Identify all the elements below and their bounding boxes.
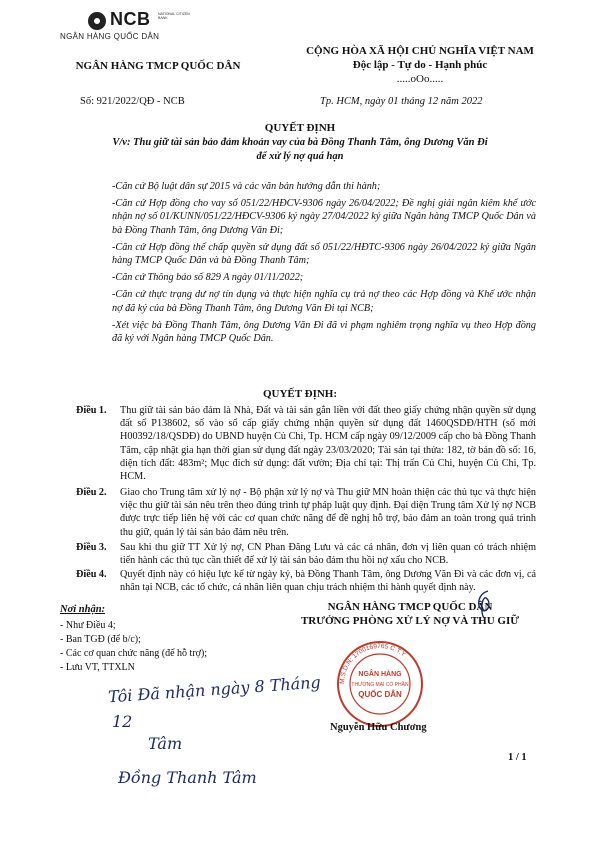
article-label: Điều 2. <box>76 487 107 498</box>
issuer-name: NGÂN HÀNG TMCP QUỐC DÂN <box>75 60 241 72</box>
decision-heading: QUYẾT ĐỊNH: <box>262 388 338 400</box>
considerations-list <box>112 180 536 349</box>
seal-line-1: NGÂN HÀNG <box>358 671 402 678</box>
consideration-item: -Căn cứ Hợp đồng thế chấp quyền sử dụng đất số 051/22/HĐTC-9306 ngày 26/04/2022 ký giữa Ngân hàng TMCP Quốc Dân và bà Đồng Thanh Tâm; <box>112 241 536 267</box>
handwritten-note-line-1: Tôi Đã nhận ngày 8 Tháng <box>107 672 322 707</box>
logo-tagline: NGÂN HÀNG QUỐC DÂN <box>60 32 160 41</box>
page-number: 1 / 1 <box>508 752 527 763</box>
logo-brand: NCB <box>110 9 151 29</box>
article-2 <box>76 486 536 539</box>
article-1 <box>76 404 536 483</box>
article-label: Điều 3. <box>76 542 107 553</box>
handwritten-note-line-4: Đồng Thanh Tâm <box>118 768 257 787</box>
article-text: Sau khi thu giữ TT Xử lý nợ, CN Phan Đăng Lưu và các cá nhân, đơn vị liên quan có trách nhiệm tiến hành các thủ tục cần thiết để xử lý tài sản bảo đảm thu hồi nợ xấu cho NCB. <box>120 542 536 567</box>
article-text: Quyết định này có hiệu lực kể từ ngày ký, bà Đồng Thanh Tâm, ông Dương Văn Đi và các đơn vị, cá nhân tại NCB, các tổ chức, cá nhân liên quan chịu trách nhiệm thi hành quyết định này. <box>120 569 536 594</box>
document-date: Tp. HCM, ngày 01 tháng 12 năm 2022 <box>320 96 483 107</box>
consideration-item: -Căn cứ thực trạng dư nợ tín dụng và thực hiện nghĩa cụ trả nợ theo các Hợp đồng và Khế ước nhận nợ đã ký của bà Đồng Thanh Tâm, ông Dương Văn Đi tại NCB; <box>112 289 536 314</box>
signature-title-line: TRƯỞNG PHÒNG XỬ LÝ NỢ VÀ THU GIỮ <box>300 615 520 627</box>
motto-ornament: .....oOo..... <box>396 73 444 85</box>
recipient-item: - Ban TGĐ (để b/c); <box>60 633 207 647</box>
seal-line-2: THƯƠNG MẠI CỔ PHẦN <box>351 682 409 688</box>
country-name: CỘNG HÒA XÃ HỘI CHỦ NGHĨA VIỆT NAM <box>306 45 534 57</box>
article-label: Điều 1. <box>76 405 107 416</box>
national-motto <box>270 44 570 86</box>
recipients-list <box>60 619 207 675</box>
ncb-logo <box>60 8 200 44</box>
consideration-item: -Xét việc bà Đồng Thanh Tâm, ông Dương Văn Đi đã vi phạm nghiêm trọng nghĩa vụ theo Hợp đồng đã ký với Ngân hàng TMCP Quốc Dân. <box>112 319 536 345</box>
recipients-title: Nơi nhận: <box>60 604 106 615</box>
logo-brand-sub: NATIONAL CITIZEN BANK <box>158 12 190 20</box>
recipient-item: - Như Điều 4; <box>60 619 207 633</box>
consideration-item: -Căn cứ Hợp đồng cho vay số 051/22/HĐCV-9306 ngày 26/04/2022; Đề nghị giải ngân kiêm khế ước nhận nợ số 01/KUNN/051/22/HĐCV-9306 ký ngày 27/04/2022 ký giữa Ngân hàng TMCP Quốc Dân và bà Đồng Thanh Tâm, ông Dương Văn Đi; <box>112 198 536 236</box>
recipient-item: - Các cơ quan chức năng (để hỗ trợ); <box>60 647 207 661</box>
signer-name: Nguyễn Hữu Chương <box>330 722 427 733</box>
handwritten-signature <box>470 588 500 622</box>
motto-line: Độc lập - Tự do - Hạnh phúc <box>352 59 488 71</box>
article-4 <box>76 568 536 594</box>
consideration-item: -Căn cứ Thông báo số 829 A ngày 01/11/2022; <box>112 272 304 284</box>
article-label: Điều 4. <box>76 569 107 580</box>
signature-org-line: NGÂN HÀNG TMCP QUỐC DÂN <box>327 601 493 613</box>
article-text: Thu giữ tài sản bảo đảm là Nhà, Đất và tài sản gắn liền với đất theo giấy chứng nhận quyền sử dụng đất số P138602, số vào sổ cấp giấy chứng nhận quyền sử dụng đất 1460QSDĐ/HTH (số mới H00392/18/QSDĐ) do UBND huyện Củ Chi, Tp. HCM cấp ngày 09/12/2009 cấp cho bà Đồng Thanh Tâm, cập nhật gia hạn thời gian sử dụng đất ngày 23/03/2020; Tài sản tại thửa: 182, tờ bản đồ số: 16, diện tích đất: 483m²; Mục đích sử dụng: đất vườn; Địa chỉ tại: Thị trấn Củ Chi, huyện Củ Chi, Tp. HCM. <box>120 405 536 483</box>
seal-line-3: QUỐC DÂN <box>358 690 402 699</box>
article-3 <box>76 541 536 567</box>
article-text: Giao cho Trung tâm xử lý nợ - Bộ phận xử lý nợ và Thu giữ MN hoàn thiện các thủ tục và thực hiện việc thu giữ tài sản nêu trên theo đúng trình tự pháp luật quy định. Đại diện Trung tâm Xử lý nợ NCB được trực tiếp liên hệ với các cơ quan chức năng để đề nghị hỗ trợ, bảo đảm an toàn trong quá trình thu giữ, quản lý tài sản bảo đảm nêu trên. <box>120 487 536 538</box>
document-subject: V/v: Thu giữ tài sản bảo đảm khoản vay của bà Đồng Thanh Tâm, ông Dương Văn Đi để xử lý nợ quá hạn <box>112 137 488 162</box>
company-seal <box>336 640 424 728</box>
seal-outer-text: M.S.D.N: 1700169765 C.T.Y <box>338 642 407 685</box>
consideration-item: -Căn cứ Bộ luật dân sự 2015 và các văn bản hướng dẫn thi hành; <box>112 181 381 192</box>
document-title: QUYẾT ĐỊNH <box>264 122 336 134</box>
handwritten-note-line-2: 12 <box>112 712 133 731</box>
handwritten-note-line-3: Tâm <box>148 734 183 753</box>
recipient-item: - Lưu VT, TTXLN <box>60 661 207 675</box>
document-number: Số: 921/2022/QĐ - NCB <box>80 96 185 107</box>
ncb-logo-icon <box>88 12 106 30</box>
